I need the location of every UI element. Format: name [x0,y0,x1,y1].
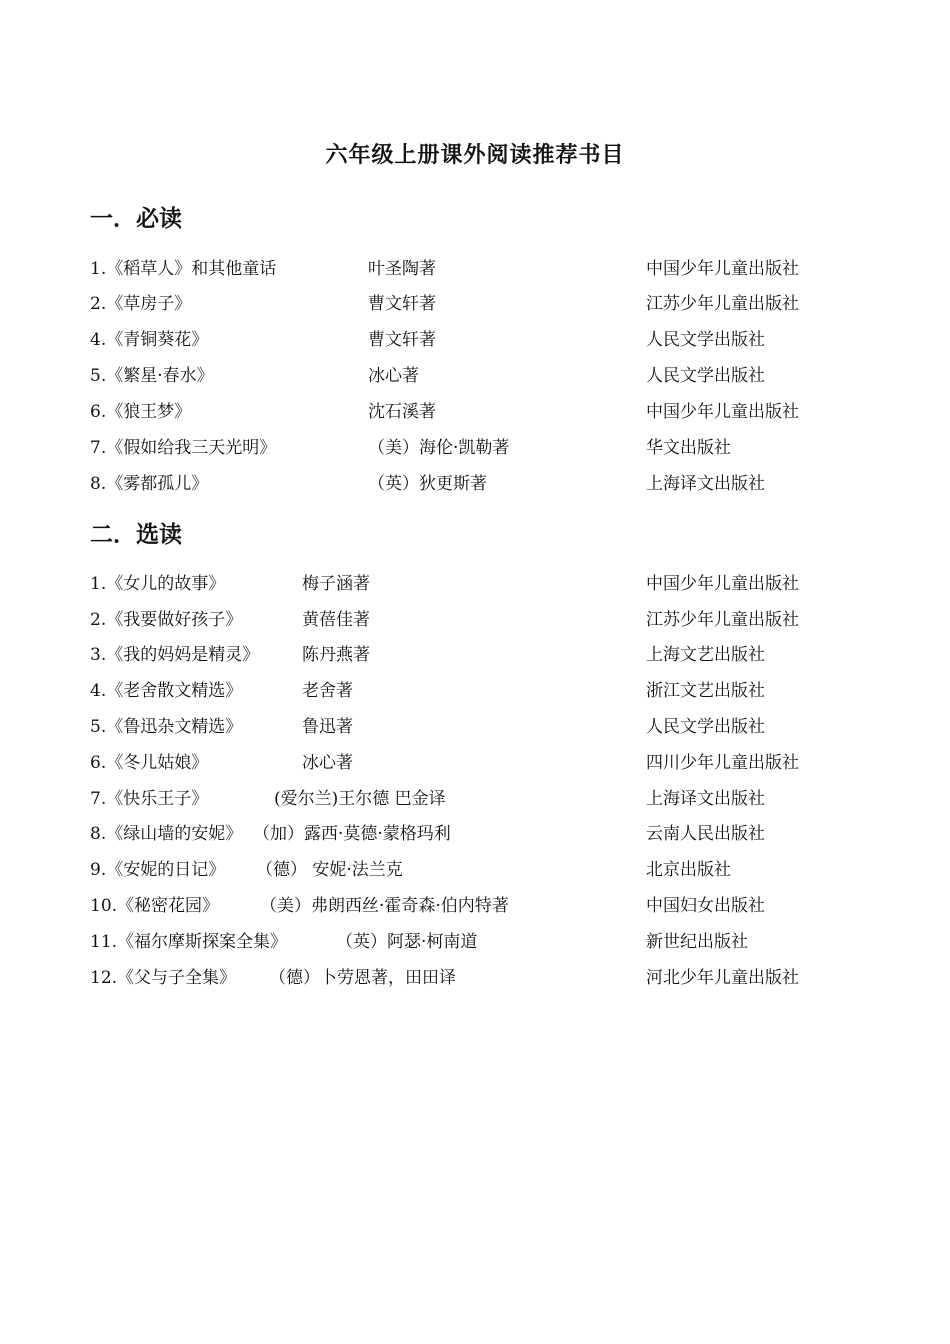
list-item [90,255,870,283]
book-author: 鲁迅著 [302,717,353,737]
book-title: 2.《草房子》 [90,294,192,314]
book-author: （英）阿瑟·柯南道 [336,932,478,952]
book-publisher: 云南人民出版社 [646,824,765,844]
list-item [90,606,870,634]
book-author: （德）卜劳恩著，田田译 [269,968,456,988]
book-title: 2.《我要做好孩子》 [90,610,243,630]
book-title: 4.《老舍散文精选》 [90,681,243,701]
book-publisher: 江苏少年儿童出版社 [646,294,799,314]
book-title: 7.《假如给我三天光明》 [90,438,277,458]
book-author: （英）狄更斯著 [368,474,487,494]
book-publisher: 中国少年儿童出版社 [646,259,799,279]
book-publisher: 华文出版社 [646,438,731,458]
book-publisher: 河北少年儿童出版社 [646,968,799,988]
book-author: 曹文轩著 [368,330,436,350]
book-title: 1.《稻草人》和其他童话 [90,259,277,279]
list-item [90,677,870,705]
book-title: 6.《冬儿姑娘》 [90,753,209,773]
book-author: 叶圣陶著 [368,259,436,279]
book-title: 1.《女儿的故事》 [90,574,226,594]
list-item [90,641,870,669]
book-author: 沈石溪著 [368,402,436,422]
list-item [90,892,870,920]
list-item [90,856,870,884]
book-publisher: 上海文艺出版社 [646,645,765,665]
list-item [90,570,870,598]
list-item [90,290,870,318]
book-title: 9.《安妮的日记》 [90,860,226,880]
book-publisher: 四川少年儿童出版社 [646,753,799,773]
list-item [90,398,870,426]
book-title: 12.《父与子全集》 [90,968,237,988]
book-author: （美）弗朗西丝·霍奇森·伯内特著 [260,896,509,916]
list-item [90,749,870,777]
book-title: 4.《青铜葵花》 [90,330,209,350]
book-author: 曹文轩著 [368,294,436,314]
book-title: 8.《雾都孤儿》 [90,474,209,494]
book-author: 老舍著 [302,681,353,701]
book-title: 7.《快乐王子》 [90,789,209,809]
book-author: 梅子涵著 [302,574,370,594]
book-publisher: 人民文学出版社 [646,366,765,386]
section-heading-optional: 二．选读 [90,521,182,548]
book-publisher: 人民文学出版社 [646,330,765,350]
book-author: (爱尔兰)王尔德 巴金译 [274,789,446,809]
book-title: 5.《繁星·春水》 [90,366,214,386]
book-author: 冰心著 [302,753,353,773]
list-item [90,964,870,992]
book-publisher: 中国少年儿童出版社 [646,402,799,422]
book-publisher: 中国少年儿童出版社 [646,574,799,594]
book-publisher: 中国妇女出版社 [646,896,765,916]
book-title: 6.《狼王梦》 [90,402,192,422]
list-item [90,713,870,741]
book-author: 黄蓓佳著 [302,610,370,630]
book-publisher: 人民文学出版社 [646,717,765,737]
book-author: （美）海伦·凯勒著 [368,438,510,458]
book-publisher: 浙江文艺出版社 [646,681,765,701]
book-title: 10.《秘密花园》 [90,896,220,916]
list-item [90,928,870,956]
book-publisher: 北京出版社 [646,860,731,880]
page-title: 六年级上册课外阅读推荐书目 [325,142,625,168]
list-item [90,362,870,390]
book-author: （德） 安妮·法兰克 [256,860,403,880]
book-title: 11.《福尔摩斯探案全集》 [90,932,288,952]
book-title: 3.《我的妈妈是精灵》 [90,645,260,665]
book-publisher: 上海译文出版社 [646,789,765,809]
book-publisher: 上海译文出版社 [646,474,765,494]
section-heading-required: 一．必读 [90,205,182,232]
book-publisher: 新世纪出版社 [646,932,748,952]
list-item [90,820,870,848]
list-item [90,326,870,354]
book-author: （加）露西·莫德·蒙格玛利 [253,824,451,844]
book-title: 5.《鲁迅杂文精选》 [90,717,243,737]
book-publisher: 江苏少年儿童出版社 [646,610,799,630]
book-title: 8.《绿山墙的安妮》 [90,824,243,844]
list-item [90,470,870,498]
list-item [90,785,870,813]
book-author: 陈丹燕著 [302,645,370,665]
list-item [90,434,870,462]
book-author: 冰心著 [368,366,419,386]
